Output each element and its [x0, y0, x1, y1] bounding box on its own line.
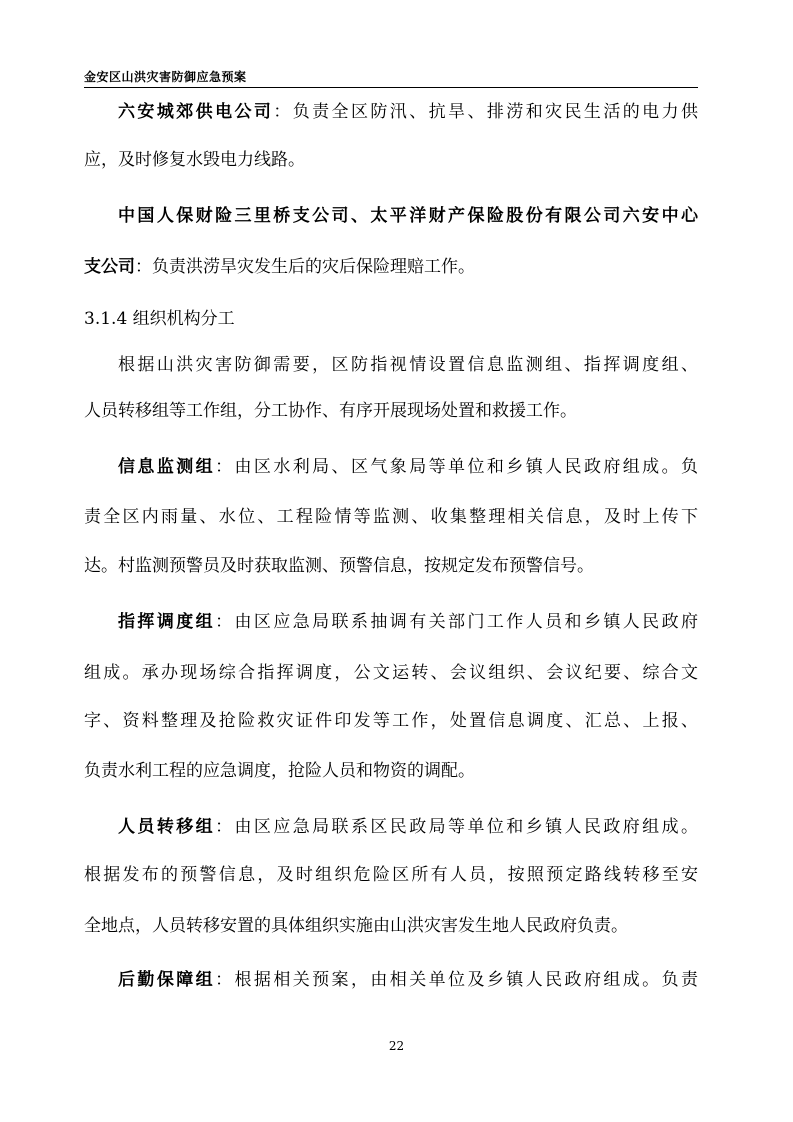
group-name-monitoring: 信息监测组	[118, 457, 216, 477]
paragraph-text: ：由区水利局、区气象局等单位和乡镇人民政府组成。负	[215, 457, 699, 477]
paragraph-command-line-1	[84, 610, 698, 634]
paragraph-evacuation-line-2: 根据发布的预警信息，及时组织危险区所有人员，按照预定路线转移至安	[84, 865, 698, 885]
group-name-command: 指挥调度组	[118, 612, 216, 632]
paragraph-intro-line-1: 根据山洪灾害防御需要，区防指视情设置信息监测组、指挥调度组、	[118, 355, 698, 375]
paragraph-text: ：负责全区防汛、抗旱、排涝和灾民生活的电力供	[273, 102, 699, 122]
paragraph-monitoring-line-3: 达。村监测预警员及时获取监测、预警信息，按规定发布预警信号。	[84, 556, 594, 576]
paragraph-monitoring-line-1	[84, 455, 698, 479]
paragraph-text: ：由区应急局联系区民政局等单位和乡镇人民政府组成。	[215, 817, 699, 837]
paragraph-command-line-4: 负责水利工程的应急调度，抢险人员和物资的调配。	[84, 761, 475, 781]
page-number: 22	[388, 1039, 405, 1053]
section-heading: 3.1.4 组织机构分工	[84, 309, 235, 329]
paragraph-insurance-line-2	[84, 255, 698, 279]
paragraph-text: ：负责洪涝旱灾发生后的灾后保险理赔工作。	[135, 257, 475, 277]
group-name-evacuation: 人员转移组	[118, 817, 216, 837]
org-name-power-supply: 六安城郊供电公司	[118, 102, 274, 122]
paragraph-evacuation-line-1	[84, 815, 698, 839]
paragraph-intro-line-2: 人员转移组等工作组，分工协作、有序开展现场处置和救援工作。	[84, 401, 577, 421]
header-divider	[84, 87, 698, 88]
paragraph-evacuation-line-3: 全地点，人员转移安置的具体组织实施由山洪灾害发生地人民政府负责。	[84, 916, 628, 936]
org-name-insurance: 支公司	[84, 257, 135, 277]
paragraph-command-line-2: 组成。承办现场综合指挥调度，公文运转、会议组织、会议纪要、综合文	[84, 663, 698, 683]
group-name-logistics: 后勤保障组	[118, 970, 216, 990]
paragraph-power-supply-line-1	[84, 100, 698, 124]
paragraph-text: ：根据相关预案，由相关单位及乡镇人民政府组成。负责	[215, 970, 699, 990]
paragraph-monitoring-line-2: 责全区内雨量、水位、工程险情等监测、收集整理相关信息，及时上传下	[84, 507, 698, 527]
document-header-title: 金安区山洪灾害防御应急预案	[84, 70, 247, 84]
paragraph-power-supply-line-2: 应，及时修复水毁电力线路。	[84, 150, 305, 170]
paragraph-text: ：由区应急局联系抽调有关部门工作人员和乡镇人民政府	[215, 612, 699, 632]
paragraph-command-line-3: 字、资料整理及抢险救灾证件印发等工作，处置信息调度、汇总、上报、	[84, 711, 698, 731]
paragraph-insurance-line-1: 中国人保财险三里桥支公司、太平洋财产保险股份有限公司六安中心	[118, 206, 698, 226]
paragraph-logistics-line-1	[84, 968, 698, 992]
